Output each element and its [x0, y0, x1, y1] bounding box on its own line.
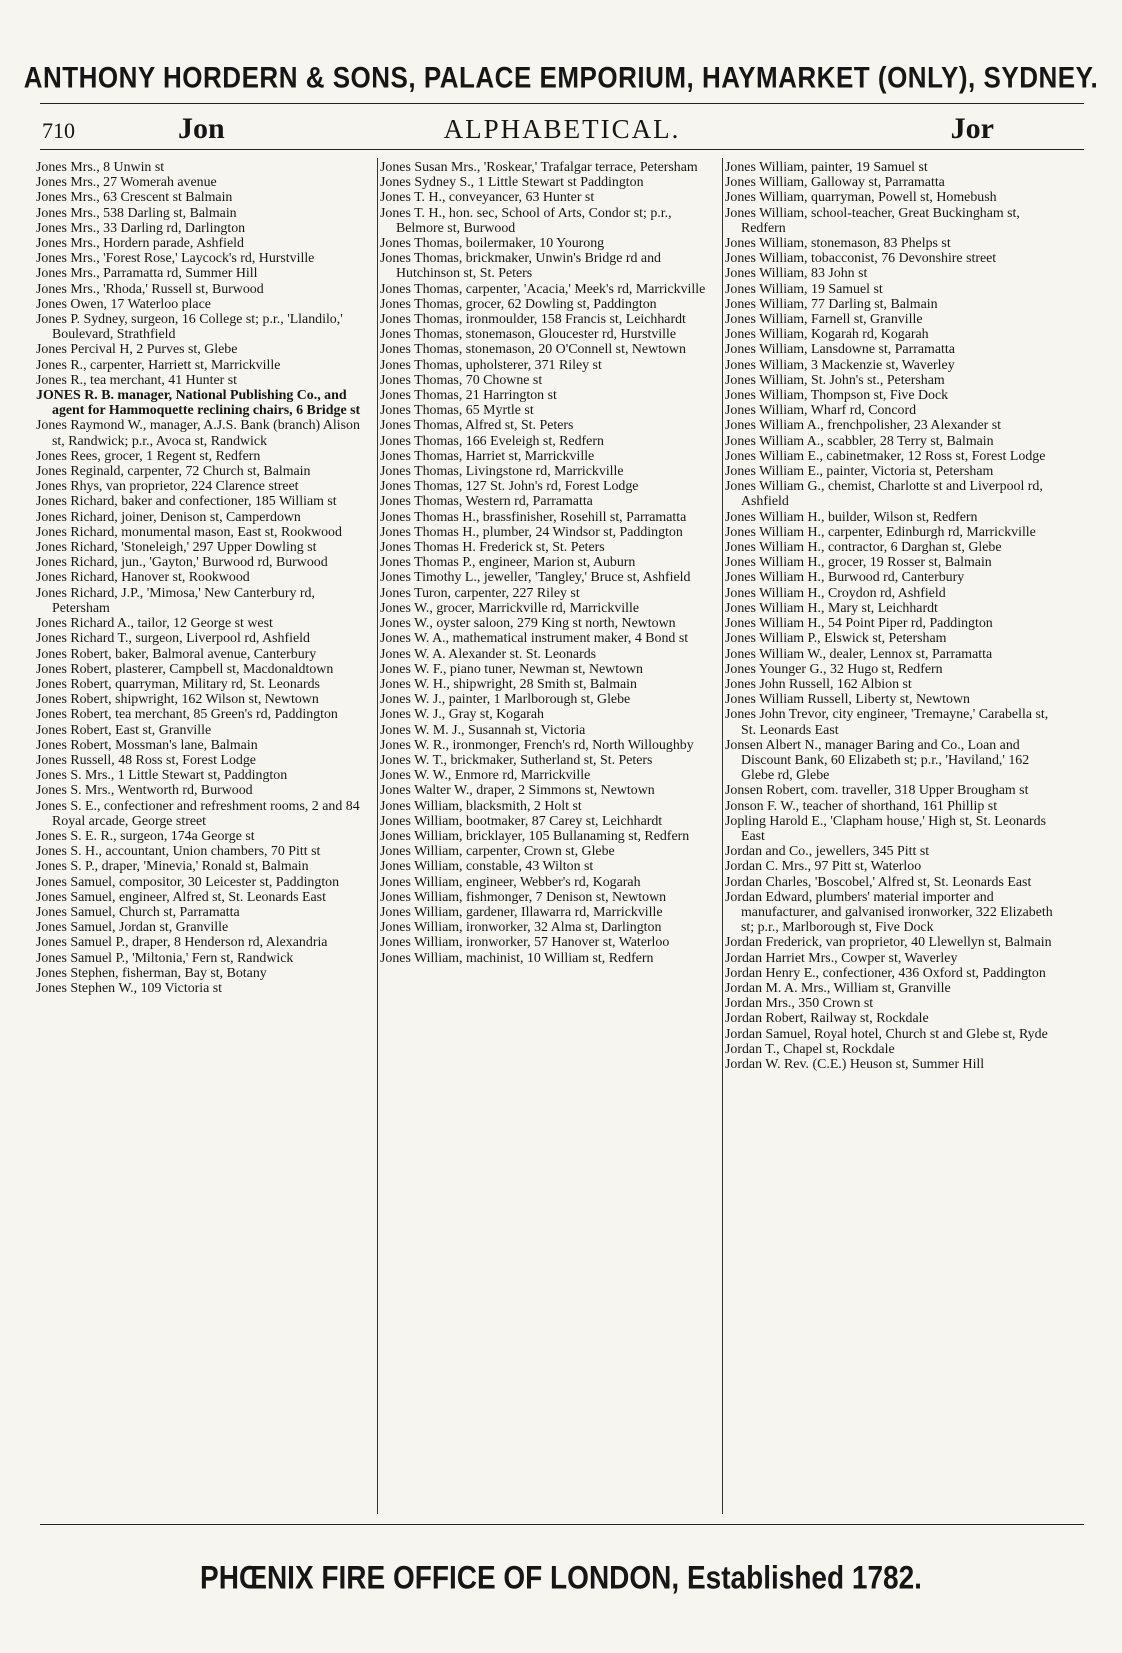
directory-entry: Jones John Trevor, city engineer, 'Tremayne,' Carabella st, St. Leonards East: [725, 707, 1049, 738]
directory-entry: Jones William, school-teacher, Great Buckingham st, Redfern: [725, 205, 1020, 236]
directory-entry: Jones T. H., conveyancer, 63 Hunter st: [380, 190, 595, 206]
directory-entry: Jones Mrs., 538 Darling st, Balmain: [36, 205, 237, 221]
right-guide-word: Jor: [950, 112, 994, 145]
directory-entry: Jordan Edward, plumbers' material importer and manufacturer, and galvanised ironworker, 322 Elizabeth st; p.r., Marlborough st, Five Dock: [725, 889, 1053, 936]
directory-entry: Jones William, Kogarah rd, Kogarah: [725, 327, 929, 343]
directory-entry: Jones Mrs., 33 Darling rd, Darlington: [36, 220, 246, 236]
directory-entry: Jones William, Galloway st, Parramatta: [725, 175, 945, 191]
directory-entry: Jones Thomas, grocer, 62 Dowling st, Paddington: [380, 296, 657, 312]
directory-entry: Jones William, bootmaker, 87 Carey st, Leichhardt: [380, 813, 663, 829]
directory-entry: Jones William, gardener, Illawarra rd, Marrickville: [380, 904, 663, 920]
directory-entry: Jones Mrs., 8 Unwin st: [36, 160, 165, 175]
top-rule: [40, 103, 1084, 104]
directory-entry: Jones S. E. R., surgeon, 174a George st: [36, 828, 255, 844]
directory-entry: Jones William H., contractor, 6 Darghan st, Glebe: [725, 540, 1002, 556]
directory-entry: Jones William, bricklayer, 105 Bullanaming st, Redfern: [380, 828, 690, 844]
directory-entry: Jones William, 19 Samuel st: [725, 281, 883, 297]
directory-entry: Jones Thomas, Harriet st, Marrickville: [380, 448, 595, 464]
directory-entry: Jones S. P., draper, 'Minevia,' Ronald st, Balmain: [36, 859, 309, 875]
directory-entry: Jordan and Co., jewellers, 345 Pitt st: [725, 844, 930, 860]
directory-entry: Jones William, ironworker, 32 Alma st, Darlington: [380, 920, 662, 936]
directory-entry: Jones Robert, plasterer, Campbell st, Macdonaldtown: [36, 661, 334, 677]
directory-entry: Jones S. Mrs., 1 Little Stewart st, Paddington: [36, 768, 288, 784]
directory-entry: Jones William A., scabbler, 28 Terry st, Balmain: [725, 433, 994, 449]
directory-entry: Jones William, Farnell st, Granville: [725, 312, 923, 328]
advert-banner: ANTHONY HORDERN & SONS, PALACE EMPORIUM, HAYMARKET (ONLY), SYDNEY.: [23, 59, 1099, 95]
directory-entry: Jones Richard, baker and confectioner, 185 William st: [36, 494, 337, 510]
directory-entry: JONES R. B. manager, National Publishing Co., and agent for Hammoquette reclining chairs, 6 Bridge st: [36, 388, 361, 419]
directory-entry: Jones Thomas, upholsterer, 371 Riley st: [380, 357, 602, 373]
directory-entry: Jones Thomas, Alfred st, St. Peters: [380, 418, 574, 434]
running-head: [40, 112, 1084, 148]
directory-entry: Jones Thomas P., engineer, Marion st, Auburn: [380, 555, 636, 571]
directory-entry: Jones Robert, baker, Balmoral avenue, Canterbury: [36, 646, 317, 662]
directory-entry: Jones William Russell, Liberty st, Newtown: [725, 692, 970, 708]
directory-entry: Jones Stephen W., 109 Victoria st: [36, 980, 223, 996]
head-rule: [40, 149, 1084, 150]
directory-entry: Jones Rees, grocer, 1 Regent st, Redfern: [36, 448, 261, 464]
directory-entry: Jones William, stonemason, 83 Phelps st: [725, 236, 951, 252]
directory-entry: Jones W. R., ironmonger, French's rd, North Willoughby: [380, 737, 694, 753]
directory-entry: Jones Mrs., 27 Womerah avenue: [36, 175, 217, 191]
directory-entry: Jones William, painter, 19 Samuel st: [725, 160, 928, 175]
directory-entry: Jones William, 83 John st: [725, 266, 868, 282]
directory-entry: Jones William H., builder, Wilson st, Redfern: [725, 509, 978, 525]
directory-entry: Jones Mrs., 'Rhoda,' Russell st, Burwood: [36, 281, 264, 297]
directory-entry: Jordan C. Mrs., 97 Pitt st, Waterloo: [725, 859, 922, 875]
directory-entry: Jones Susan Mrs., 'Roskear,' Trafalgar terrace, Petersham: [380, 160, 698, 175]
directory-entry: Jones W., oyster saloon, 279 King st north, Newtown: [380, 616, 676, 632]
directory-entry: Jones Thomas H., brassfinisher, Rosehill st, Parramatta: [380, 509, 687, 525]
directory-entry: Jordan W. Rev. (C.E.) Heuson st, Summer Hill: [725, 1056, 985, 1072]
directory-entry: Jones W., grocer, Marrickville rd, Marrickville: [380, 600, 640, 616]
directory-entry: Jones Timothy L., jeweller, 'Tangley,' Bruce st, Ashfield: [380, 570, 691, 586]
directory-entry: Jones Thomas H., plumber, 24 Windsor st, Paddington: [380, 524, 683, 540]
directory-entry: Jones William, Lansdowne st, Parramatta: [725, 342, 955, 358]
directory-entry: Jones Mrs., Parramatta rd, Summer Hill: [36, 266, 258, 282]
directory-entry: Jones Samuel, compositor, 30 Leicester st, Paddington: [36, 874, 340, 890]
column-1: [36, 160, 376, 996]
directory-entry: Jones William, constable, 43 Wilton st: [380, 859, 594, 875]
directory-entry: Jones Richard, Hanover st, Rookwood: [36, 570, 250, 586]
directory-entry: Jones Walter W., draper, 2 Simmons st, Newtown: [380, 783, 655, 799]
directory-entry: Jordan Samuel, Royal hotel, Church st and Glebe st, Ryde: [725, 1026, 1048, 1042]
directory-entry: Jones Thomas, stonemason, Gloucester rd, Hurstville: [380, 327, 677, 343]
directory-entry: Jones Thomas H. Frederick st, St. Peters: [380, 540, 605, 556]
directory-entry: Jones W. M. J., Susannah st, Victoria: [380, 722, 586, 738]
directory-entry: Jones Stephen, fisherman, Bay st, Botany: [36, 965, 267, 981]
directory-entry: Jones Thomas, stonemason, 20 O'Connell st, Newtown: [380, 342, 686, 358]
directory-entry: Jones Mrs., 'Forest Rose,' Laycock's rd, Hurstville: [36, 251, 315, 267]
directory-entry: Jonsen Robert, com. traveller, 318 Upper Brougham st: [725, 783, 1029, 799]
directory-entry: Jones William H., grocer, 19 Rosser st, Balmain: [725, 555, 992, 571]
directory-entry: Jones Samuel, engineer, Alfred st, St. Leonards East: [36, 889, 326, 905]
directory-entry: Jones Turon, carpenter, 227 Riley st: [380, 585, 580, 601]
directory-entry: Jones W. W., Enmore rd, Marrickville: [380, 768, 591, 784]
directory-entry: Jones Samuel, Church st, Parramatta: [36, 904, 240, 920]
directory-entry: Jones W. A., mathematical instrument maker, 4 Bond st: [380, 631, 689, 647]
directory-entry: Jones Percival H, 2 Purves st, Glebe: [36, 342, 238, 358]
directory-entry: Jonson F. W., teacher of shorthand, 161 Phillip st: [725, 798, 998, 814]
directory-entry: Jones William H., Croydon rd, Ashfield: [725, 585, 946, 601]
directory-entry: Jones Younger G., 32 Hugo st, Redfern: [725, 661, 943, 677]
directory-entry: Jones Robert, quarryman, Military rd, St. Leonards: [36, 676, 320, 692]
directory-entry: Jordan T., Chapel st, Rockdale: [725, 1041, 895, 1057]
directory-entry: Jones Thomas, 166 Eveleigh st, Redfern: [380, 433, 604, 449]
directory-entry: Jones Rhys, van proprietor, 224 Clarence street: [36, 479, 299, 495]
directory-entry: Jones William P., Elswick st, Petersham: [725, 631, 947, 647]
directory-entry: Jones Mrs., Hordern parade, Ashfield: [36, 236, 244, 252]
directory-entry: Jones Thomas, 127 St. John's rd, Forest Lodge: [380, 479, 639, 495]
directory-entry: Jones Robert, shipwright, 162 Wilson st, Newtown: [36, 692, 319, 708]
directory-entry: Jones S. E., confectioner and refreshment rooms, 2 and 84 Royal arcade, George street: [36, 798, 360, 829]
page-number: 710: [42, 118, 75, 143]
directory-entry: Jones William, machinist, 10 William st, Redfern: [380, 950, 654, 966]
directory-entry: Jordan Frederick, van proprietor, 40 Llewellyn st, Balmain: [725, 935, 1052, 951]
advert-footer: PHŒNIX FIRE OFFICE OF LONDON, Established 1782.: [200, 1559, 922, 1596]
directory-entry: Jones Robert, Mossman's lane, Balmain: [36, 737, 258, 753]
directory-entry: Jones Samuel P., 'Miltonia,' Fern st, Randwick: [36, 950, 294, 966]
directory-entry: Jones William W., dealer, Lennox st, Parramatta: [725, 646, 993, 662]
directory-entry: Jones Richard, J.P., 'Mimosa,' New Canterbury rd, Petersham: [36, 585, 315, 616]
directory-entry: Jones William, St. John's st., Petersham: [725, 372, 945, 388]
directory-entry: Jones William, fishmonger, 7 Denison st, Newtown: [380, 889, 667, 905]
directory-entry: Jones S. H., accountant, Union chambers, 70 Pitt st: [36, 844, 321, 860]
directory-entry: Jones Thomas, boilermaker, 10 Yourong: [380, 236, 605, 252]
directory-entry: Jordan Charles, 'Boscobel,' Alfred st, St. Leonards East: [725, 874, 1032, 890]
directory-entry: Jones John Russell, 162 Albion st: [725, 676, 912, 692]
directory-entry: Jones P. Sydney, surgeon, 16 College st; p.r., 'Llandilo,' Boulevard, Strathfield: [36, 312, 343, 343]
directory-entry: Jones William H., Mary st, Leichhardt: [725, 600, 938, 616]
directory-entry: Jones Thomas, 65 Myrtle st: [380, 403, 534, 419]
directory-entry: Jones W. J., Gray st, Kogarah: [380, 707, 544, 723]
directory-entry: Jones Thomas, ironmoulder, 158 Francis st, Leichhardt: [380, 312, 686, 328]
directory-entry: Jones William A., frenchpolisher, 23 Alexander st: [725, 418, 1001, 434]
directory-entry: Jones Richard, 'Stoneleigh,' 297 Upper Dowling st: [36, 540, 317, 556]
column-3: [725, 160, 1065, 1072]
directory-entry: Jones Richard, joiner, Denison st, Camperdown: [36, 509, 301, 525]
directory-entry: Jones Thomas, 21 Harrington st: [380, 388, 557, 404]
directory-entry: Jones W. F., piano tuner, Newman st, Newtown: [380, 661, 643, 677]
directory-entry: Jones W. A. Alexander st. St. Leonards: [380, 646, 597, 662]
directory-entry: Jones William, blacksmith, 2 Holt st: [380, 798, 582, 814]
directory-entry: Jones Richard, jun., 'Gayton,' Burwood rd, Burwood: [36, 555, 328, 571]
directory-entry: Jordan M. A. Mrs., William st, Granville: [725, 980, 951, 996]
directory-entry: Jones R., tea merchant, 41 Hunter st: [36, 372, 237, 388]
bottom-rule: [40, 1524, 1084, 1525]
directory-entry: Jones Samuel, Jordan st, Granville: [36, 920, 229, 936]
directory-entry: Jones Sydney S., 1 Little Stewart st Paddington: [380, 175, 644, 191]
directory-entry: Jones William, carpenter, Crown st, Glebe: [380, 844, 615, 860]
directory-entry: Jones Thomas, brickmaker, Unwin's Bridge rd and Hutchinson st, St. Peters: [380, 251, 661, 282]
directory-entry: Jordan Henry E., confectioner, 436 Oxford st, Paddington: [725, 965, 1046, 981]
directory-entry: Jones Robert, tea merchant, 85 Green's rd, Paddington: [36, 707, 338, 723]
directory-entry: Jones Samuel P., draper, 8 Henderson rd, Alexandria: [36, 935, 328, 951]
directory-entry: Jones Thomas, carpenter, 'Acacia,' Meek's rd, Marrickville: [380, 281, 706, 297]
directory-entry: Jones William, 77 Darling st, Balmain: [725, 296, 938, 312]
directory-entry: Jones William H., Burwood rd, Canterbury: [725, 570, 965, 586]
directory-entry: Jones William, Thompson st, Five Dock: [725, 388, 949, 404]
directory-entry: Jordan Harriet Mrs., Cowper st, Waverley: [725, 950, 958, 966]
left-guide-word: Jon: [178, 112, 225, 145]
directory-entry: Jones Owen, 17 Waterloo place: [36, 296, 211, 312]
directory-entry: Jones W. J., painter, 1 Marlborough st, Glebe: [380, 692, 631, 708]
section-title: ALPHABETICAL.: [443, 114, 681, 144]
column-divider: [377, 158, 378, 1514]
directory-entry: Jones Thomas, 70 Chowne st: [380, 372, 543, 388]
column-2: [380, 160, 720, 966]
directory-entry: Jones Richard T., surgeon, Liverpool rd, Ashfield: [36, 631, 310, 647]
directory-entry: Jones Reginald, carpenter, 72 Church st, Balmain: [36, 464, 311, 480]
column-divider: [722, 158, 723, 1514]
directory-entry: Jones Richard A., tailor, 12 George st west: [36, 616, 273, 632]
directory-entry: Jones Thomas, Western rd, Parramatta: [380, 494, 593, 510]
directory-entry: Jones William, engineer, Webber's rd, Kogarah: [380, 874, 641, 890]
directory-entry: Jonsen Albert N., manager Baring and Co., Loan and Discount Bank, 60 Elizabeth st; p.r., 'Haviland,' 162 Glebe rd, Glebe: [725, 737, 1030, 784]
directory-entry: Jones Mrs., 63 Crescent st Balmain: [36, 190, 233, 206]
directory-entry: Jordan Mrs., 350 Crown st: [725, 996, 874, 1012]
directory-entry: Jones W. T., brickmaker, Sutherland st, St. Peters: [380, 752, 653, 768]
directory-entry: Jones Russell, 48 Ross st, Forest Lodge: [36, 752, 256, 768]
directory-entry: Jones W. H., shipwright, 28 Smith st, Balmain: [380, 676, 637, 692]
directory-entry: Jones William, tobacconist, 76 Devonshire street: [725, 251, 997, 267]
directory-entry: Jones William H., 54 Point Piper rd, Paddington: [725, 616, 993, 632]
directory-entry: Jones William, ironworker, 57 Hanover st, Waterloo: [380, 935, 670, 951]
directory-entry: Jones Robert, East st, Granville: [36, 722, 212, 738]
directory-entry: Jones William E., cabinetmaker, 12 Ross st, Forest Lodge: [725, 448, 1046, 464]
directory-entry: Jones William, Wharf rd, Concord: [725, 403, 917, 419]
directory-entry: Jones William G., chemist, Charlotte st and Liverpool rd, Ashfield: [725, 479, 1043, 510]
directory-entry: Jones T. H., hon. sec, School of Arts, Condor st; p.r., Belmore st, Burwood: [380, 205, 672, 236]
directory-entry: Jordan Robert, Railway st, Rockdale: [725, 1011, 929, 1027]
directory-entry: Jones William, 3 Mackenzie st, Waverley: [725, 357, 955, 373]
directory-entry: Jopling Harold E., 'Clapham house,' High st, St. Leonards East: [725, 813, 1046, 844]
directory-entry: Jones Raymond W., manager, A.J.S. Bank (branch) Alison st, Randwick; p.r., Avoca st, Randwick: [36, 418, 360, 449]
directory-entry: Jones R., carpenter, Harriett st, Marrickville: [36, 357, 281, 373]
directory-entry: Jones Richard, monumental mason, East st, Rookwood: [36, 524, 342, 540]
directory-entry: Jones William H., carpenter, Edinburgh rd, Marrickville: [725, 524, 1036, 540]
directory-entry: Jones William E., painter, Victoria st, Petersham: [725, 464, 994, 480]
directory-entry: Jones William, quarryman, Powell st, Homebush: [725, 190, 997, 206]
directory-entry: Jones Thomas, Livingstone rd, Marrickville: [380, 464, 624, 480]
directory-entry: Jones S. Mrs., Wentworth rd, Burwood: [36, 783, 253, 799]
